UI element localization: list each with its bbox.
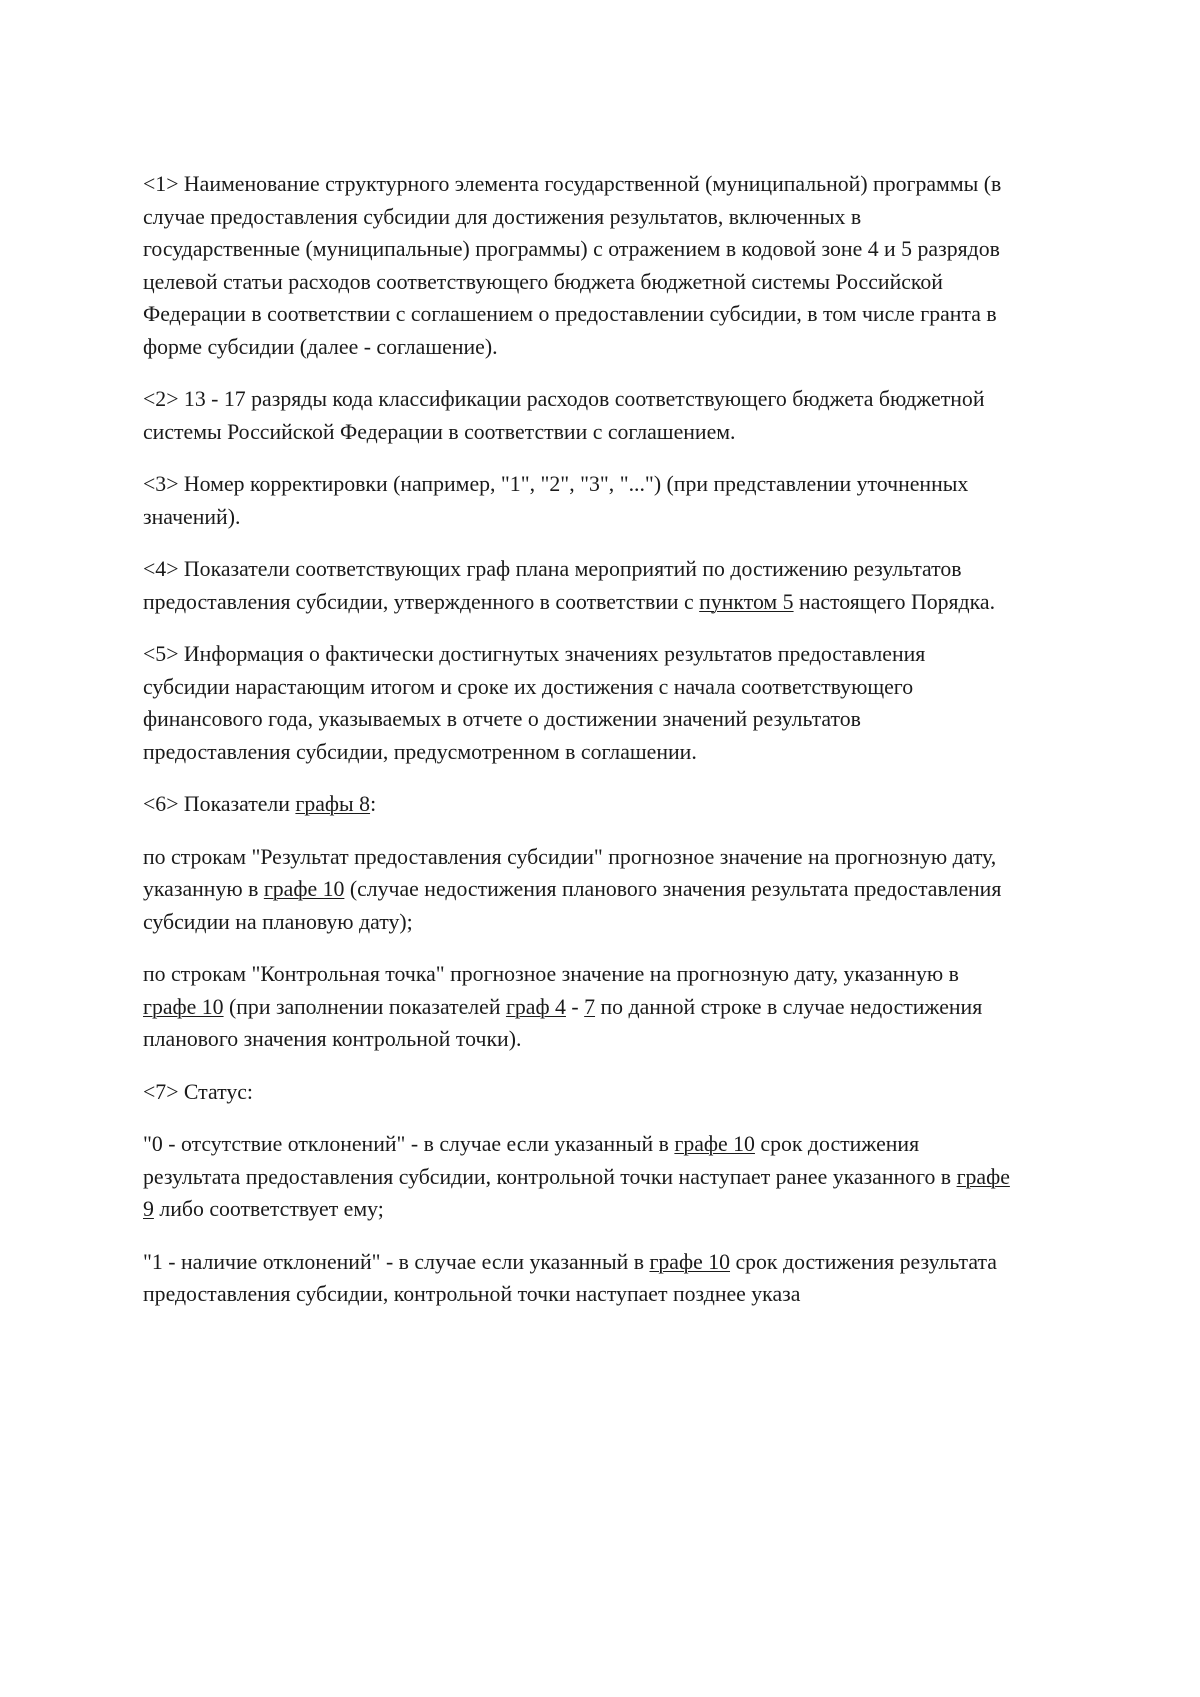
footnote-line xyxy=(143,703,1135,736)
footnote-text: результата предоставления субсидии, контрольной точки наступает ранее указанного в xyxy=(143,1164,957,1189)
footnote-text: по строкам "Результат предоставления субсидии" прогнозное значение на прогнозную дату, xyxy=(143,844,997,869)
footnote-text: случае предоставления субсидии для достижения результатов, включенных в xyxy=(143,204,862,229)
footnote-line xyxy=(143,1128,1135,1161)
footnote-text: государственные (муниципальные) программы) с отражением в кодовой зоне 4 и 5 разрядов xyxy=(143,237,1000,261)
footnote-line xyxy=(143,1193,1135,1226)
footnote-text: по данной строке в случае недостижения xyxy=(595,994,983,1019)
footnote-text: предоставления субсидии, контрольной точки наступает позднее указа xyxy=(143,1282,801,1306)
footnote-text: (при заполнении показателей xyxy=(223,994,506,1019)
cross-reference-link[interactable]: графе xyxy=(956,1164,1010,1189)
footnote-paragraph-fn7b xyxy=(143,1246,1135,1311)
cross-reference-link[interactable]: графы 8 xyxy=(295,792,371,816)
footnote-text: целевой статьи расходов соответствующего бюджета бюджетной системы Российской xyxy=(143,269,943,294)
footnote-text: <1> Наименование структурного элемента государственной (муниципальной) программы (в xyxy=(143,172,1002,196)
footnote-line xyxy=(143,906,1135,939)
footnote-line xyxy=(143,233,1135,266)
footnote-text: форме субсидии (далее - соглашение). xyxy=(143,334,498,359)
footnote-line xyxy=(143,1278,1135,1311)
footnote-paragraph-fn2 xyxy=(143,383,1135,448)
footnote-text: планового значения контрольной точки). xyxy=(143,1027,522,1051)
footnote-line xyxy=(143,501,1135,534)
footnote-line xyxy=(143,1023,1135,1056)
footnote-line xyxy=(143,468,1135,501)
footnote-text: системы Российской Федерации в соответствии с соглашением. xyxy=(143,419,736,444)
cross-reference-link[interactable]: 9 xyxy=(143,1197,154,1221)
footnote-text: <2> 13 - 17 разряды кода классификации расходов соответствующего бюджета бюджетной xyxy=(143,387,985,411)
cross-reference-link[interactable]: графе 10 xyxy=(674,1132,755,1156)
cross-reference-link[interactable]: графе 10 xyxy=(263,877,345,901)
footnote-line xyxy=(143,168,1135,201)
cross-reference-link[interactable]: граф 4 xyxy=(505,994,566,1019)
footnote-line xyxy=(143,671,1135,704)
footnote-text: <5> Информация о фактически достигнутых значениях результатов предоставления xyxy=(143,642,926,666)
footnote-text: <7> Статус: xyxy=(143,1079,253,1104)
footnote-line xyxy=(143,1246,1135,1279)
footnote-text: "1 - наличие отклонений" - в случае если указанный в xyxy=(143,1249,650,1274)
cross-reference-link[interactable]: графе 10 xyxy=(649,1249,731,1274)
footnote-line xyxy=(143,553,1135,586)
footnote-text: финансового года, указываемых в отчете о достижении значений результатов xyxy=(143,707,861,731)
footnote-line xyxy=(143,331,1135,364)
footnote-line xyxy=(143,736,1135,769)
footnote-line xyxy=(143,266,1135,299)
footnote-line xyxy=(143,873,1135,906)
footnote-text: настоящего Порядка. xyxy=(793,589,996,614)
footnote-text: Федерации в соответствии с соглашением о предоставлении субсидии, в том числе гранта в xyxy=(143,302,997,326)
footnote-paragraph-fn7 xyxy=(143,1076,1135,1109)
footnote-paragraph-fn6b xyxy=(143,958,1135,1056)
footnote-line xyxy=(143,1076,1135,1109)
footnote-line xyxy=(143,416,1135,449)
footnote-text: <3> Номер корректировки (например, "1", "2", "3", "...") (при представлении уточненных xyxy=(143,472,969,496)
footnote-line xyxy=(143,383,1135,416)
footnote-text: предоставления субсидии, утвержденного в соответствии с xyxy=(143,589,700,614)
footnote-text: субсидии на плановую дату); xyxy=(143,909,413,934)
footnote-paragraph-fn1 xyxy=(143,168,1135,363)
footnote-text: (случае недостижения планового значения результата предоставления xyxy=(344,877,1002,901)
footnote-line xyxy=(143,788,1135,821)
footnote-text: срок достижения результата xyxy=(730,1249,997,1274)
footnote-text: "0 - отсутствие отклонений" - в случае если указанный в xyxy=(143,1132,675,1156)
footnote-paragraph-fn7a xyxy=(143,1128,1135,1226)
footnote-line xyxy=(143,991,1135,1024)
cross-reference-link[interactable]: графе 10 xyxy=(143,994,224,1019)
footnote-text: : xyxy=(370,792,377,816)
footnote-line xyxy=(143,1161,1135,1194)
footnote-paragraph-fn5 xyxy=(143,638,1135,768)
footnote-paragraph-fn6 xyxy=(143,788,1135,821)
footnote-text: либо соответствует ему; xyxy=(153,1197,384,1221)
cross-reference-link[interactable]: пунктом 5 xyxy=(699,589,794,614)
footnote-line xyxy=(143,586,1135,619)
footnote-line xyxy=(143,841,1135,874)
footnote-text: срок достижения xyxy=(754,1132,920,1156)
footnote-line xyxy=(143,958,1135,991)
footnote-text: предоставления субсидии, предусмотренном в соглашении. xyxy=(143,739,697,764)
footnote-text: указанную в xyxy=(143,877,264,901)
footnote-text: <6> Показатели xyxy=(143,792,296,816)
footnote-line xyxy=(143,638,1135,671)
document-page xyxy=(143,168,1135,1331)
footnote-text: - xyxy=(565,994,585,1019)
footnote-line xyxy=(143,201,1135,234)
footnote-line xyxy=(143,298,1135,331)
footnote-paragraph-fn4 xyxy=(143,553,1135,618)
footnote-paragraph-fn3 xyxy=(143,468,1135,533)
footnote-text: по строкам "Контрольная точка" прогнозное значение на прогнозную дату, указанную в xyxy=(143,962,959,986)
footnote-paragraph-fn6a xyxy=(143,841,1135,939)
cross-reference-link[interactable]: 7 xyxy=(584,994,596,1019)
footnote-text: <4> Показатели соответствующих граф плана мероприятий по достижению результатов xyxy=(143,557,962,581)
footnote-text: значений). xyxy=(143,504,241,529)
footnote-text: субсидии нарастающим итогом и сроке их достижения с начала соответствующего xyxy=(143,674,914,699)
